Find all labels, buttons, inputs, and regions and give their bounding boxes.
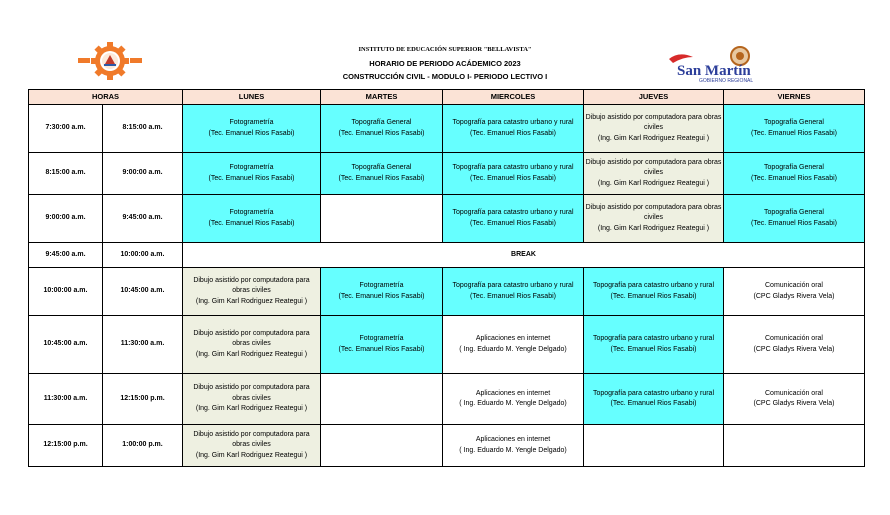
class-cell-content	[184, 208, 319, 229]
class-cell-martes	[321, 425, 443, 467]
class-cell-content	[444, 334, 582, 355]
course-name: Dibujo asistido por computadora para obras civiles	[585, 158, 722, 177]
instructor-name: (Ing. Gim Karl Rodriguez Reategui )	[597, 179, 710, 187]
instructor-name: (Tec. Emanuel Rios Fasabi)	[470, 174, 556, 182]
class-cell-content	[184, 118, 319, 139]
instructor-name: ( Ing. Eduardo M. Yengle Delgado)	[459, 345, 567, 353]
class-cell-viernes	[724, 195, 865, 243]
course-name: Dibujo asistido por computadora para obras civiles	[193, 384, 310, 402]
course-name: Topografía General	[351, 164, 412, 171]
course-name: Topografía General	[351, 119, 412, 126]
class-cell-viernes	[724, 425, 865, 467]
class-cell-martes	[321, 105, 443, 153]
class-cell-content	[444, 435, 582, 456]
class-cell-content	[184, 276, 319, 308]
break-cell: BREAK	[183, 243, 865, 268]
class-cell-jueves	[584, 316, 724, 374]
instructor-name: (Tec. Emanuel Rios Fasabi)	[751, 129, 837, 137]
class-cell-lunes	[183, 374, 321, 425]
class-cell-lunes	[183, 195, 321, 243]
end-time: 10:45:00 a.m.	[103, 268, 183, 316]
end-time: 1:00:00 p.m.	[103, 425, 183, 467]
course-name: Fotogrametría	[229, 119, 274, 126]
instructor-name: (Ing. Gim Karl Rodriguez Reategui )	[597, 134, 710, 142]
class-cell-content	[184, 163, 319, 184]
class-cell-content	[444, 118, 582, 139]
schedule-row	[29, 105, 865, 153]
page-title: HORARIO DE PERIODO ACÁDEMICO 2023	[369, 59, 521, 68]
instructor-name: (CPC Gladys Rivera Vela)	[753, 292, 835, 300]
class-cell-jueves	[584, 153, 724, 195]
institute-name: INSTITUTO DE EDUCACIÓN SUPERIOR "BELLAVISTA"	[358, 46, 532, 53]
course-name: Topografía para catastro urbano y rural	[452, 282, 574, 289]
schedule-row	[29, 425, 865, 467]
course-name: Aplicaciones en internet	[475, 436, 551, 443]
course-name: Topografía para catastro urbano y rural	[592, 335, 714, 342]
instructor-name: (Ing. Gim Karl Rodriguez Reategui )	[195, 350, 308, 358]
class-cell-lunes	[183, 425, 321, 467]
instructor-name: (CPC Gladys Rivera Vela)	[753, 400, 835, 407]
class-cell-martes	[321, 195, 443, 243]
instructor-name: (Tec. Emanuel Rios Fasabi)	[610, 400, 697, 407]
end-time: 12:15:00 p.m.	[103, 374, 183, 425]
end-time: 11:30:00 a.m.	[103, 316, 183, 374]
instructor-name: (Tec. Emanuel Rios Fasabi)	[338, 174, 425, 182]
schedule-body	[29, 105, 865, 467]
instructor-name: (Tec. Emanuel Rios Fasabi)	[470, 129, 556, 137]
instructor-name: (Tec. Emanuel Rios Fasabi)	[208, 129, 295, 137]
class-cell-content	[184, 430, 319, 462]
header-row	[29, 90, 865, 105]
instructor-name: (Tec. Emanuel Rios Fasabi)	[208, 219, 295, 227]
class-cell-content	[725, 118, 863, 139]
class-cell-content	[725, 334, 863, 355]
document-header	[0, 0, 890, 88]
class-cell-miercoles	[443, 374, 584, 425]
class-cell-content	[444, 208, 582, 229]
class-cell-content	[585, 389, 722, 410]
col-header-lunes: LUNES	[183, 90, 321, 105]
course-name: Fotogrametría	[229, 209, 274, 216]
break-row	[29, 243, 865, 268]
start-time: 12:15:00 p.m.	[29, 425, 103, 467]
course-name: Topografía para catastro urbano y rural	[592, 282, 714, 289]
class-cell-content	[585, 158, 722, 190]
instructor-name: (Tec. Emanuel Rios Fasabi)	[338, 345, 425, 353]
col-header-miercoles: MIERCOLES	[443, 90, 584, 105]
col-header-viernes: VIERNES	[724, 90, 865, 105]
class-cell-miercoles	[443, 268, 584, 316]
start-time: 9:00:00 a.m.	[29, 195, 103, 243]
course-name: Topografía para catastro urbano y rural	[452, 119, 574, 126]
instructor-name: (Ing. Gim Karl Rodriguez Reategui )	[195, 451, 308, 459]
col-header-horas: HORAS	[29, 90, 183, 105]
class-cell-miercoles	[443, 153, 584, 195]
class-cell-viernes	[724, 153, 865, 195]
schedule-row	[29, 374, 865, 425]
class-cell-viernes	[724, 105, 865, 153]
course-name: Topografía General	[764, 119, 824, 126]
class-cell-lunes	[183, 105, 321, 153]
col-header-jueves: JUEVES	[584, 90, 724, 105]
schedule-row	[29, 316, 865, 374]
instructor-name: (Tec. Emanuel Rios Fasabi)	[610, 345, 697, 353]
instructor-name: (Ing. Gim Karl Rodriguez Reategui )	[195, 297, 308, 305]
instructor-name: (Tec. Emanuel Rios Fasabi)	[338, 129, 425, 137]
schedule-row	[29, 153, 865, 195]
class-cell-jueves	[584, 268, 724, 316]
instructor-name: (Ing. Gim Karl Rodriguez Reategui )	[195, 405, 308, 413]
instructor-name: (Tec. Emanuel Rios Fasabi)	[470, 219, 556, 227]
start-time: 10:45:00 a.m.	[29, 316, 103, 374]
class-cell-content	[585, 203, 722, 235]
class-cell-content	[725, 163, 863, 184]
class-cell-content	[725, 389, 863, 410]
course-name: Comunicación oral	[765, 335, 823, 342]
start-time: 7:30:00 a.m.	[29, 105, 103, 153]
course-name: Dibujo asistido por computadora para obras civiles	[193, 329, 310, 348]
class-cell-content	[184, 329, 319, 361]
class-cell-content	[322, 281, 441, 302]
course-name: Topografía General	[764, 164, 824, 171]
class-cell-viernes	[724, 268, 865, 316]
class-cell-lunes	[183, 316, 321, 374]
end-time: 8:15:00 a.m.	[103, 105, 183, 153]
schedule-row	[29, 268, 865, 316]
class-cell-jueves	[584, 195, 724, 243]
class-cell-content	[444, 163, 582, 184]
course-name: Aplicaciones en internet	[475, 335, 551, 342]
class-cell-content	[585, 334, 722, 355]
title-block	[300, 44, 590, 82]
class-cell-content	[725, 208, 863, 229]
instructor-name: ( Ing. Eduardo M. Yengle Delgado)	[459, 400, 567, 407]
class-cell-content	[585, 281, 722, 302]
class-cell-martes	[321, 153, 443, 195]
class-cell-content	[725, 281, 863, 302]
course-name: Dibujo asistido por computadora para obras civiles	[585, 113, 722, 132]
start-time: 10:00:00 a.m.	[29, 268, 103, 316]
instructor-name: (Tec. Emanuel Rios Fasabi)	[610, 292, 697, 300]
schedule-table	[28, 89, 865, 467]
class-cell-martes	[321, 316, 443, 374]
course-name: Dibujo asistido por computadora para obras civiles	[193, 276, 310, 295]
course-name: Dibujo asistido por computadora para obras civiles	[585, 203, 722, 222]
class-cell-miercoles	[443, 195, 584, 243]
class-cell-content	[322, 334, 441, 355]
instructor-name: (Tec. Emanuel Rios Fasabi)	[751, 174, 837, 182]
end-time: 9:45:00 a.m.	[103, 195, 183, 243]
course-name: Fotogrametría	[359, 335, 404, 342]
class-cell-content	[585, 113, 722, 145]
class-cell-content	[322, 163, 441, 184]
start-time: 8:15:00 a.m.	[29, 153, 103, 195]
class-cell-viernes	[724, 374, 865, 425]
page-subtitle: CONSTRUCCIÓN CIVIL - MODULO I- PERIODO LECTIVO I	[342, 72, 548, 81]
end-time: 10:00:00 a.m.	[103, 243, 183, 268]
end-time: 9:00:00 a.m.	[103, 153, 183, 195]
instructor-name: (Tec. Emanuel Rios Fasabi)	[470, 292, 556, 300]
course-name: Comunicación oral	[765, 389, 823, 397]
class-cell-viernes	[724, 316, 865, 374]
class-cell-lunes	[183, 268, 321, 316]
course-name: Comunicación oral	[765, 282, 823, 289]
course-name: Fotogrametría	[229, 164, 274, 171]
class-cell-lunes	[183, 153, 321, 195]
instructor-name: (Ing. Gim Karl Rodriguez Reategui )	[597, 224, 710, 232]
class-cell-martes	[321, 374, 443, 425]
col-header-martes: MARTES	[321, 90, 443, 105]
class-cell-jueves	[584, 374, 724, 425]
course-name: Aplicaciones en internet	[475, 389, 551, 397]
course-name: Topografía General	[764, 209, 824, 216]
instructor-name: (Tec. Emanuel Rios Fasabi)	[751, 219, 837, 227]
instructor-name: ( Ing. Eduardo M. Yengle Delgado)	[459, 446, 567, 454]
class-cell-content	[444, 281, 582, 302]
class-cell-content	[444, 389, 582, 410]
start-time: 11:30:00 a.m.	[29, 374, 103, 425]
class-cell-content	[322, 118, 441, 139]
class-cell-miercoles	[443, 425, 584, 467]
course-name: Topografía para catastro urbano y rural	[592, 389, 714, 397]
instructor-name: (Tec. Emanuel Rios Fasabi)	[338, 292, 425, 300]
schedule-row	[29, 195, 865, 243]
san-martin-regional-logo	[665, 45, 815, 83]
course-name: Dibujo asistido por computadora para obras civiles	[193, 430, 310, 449]
class-cell-miercoles	[443, 316, 584, 374]
instructor-name: (CPC Gladys Rivera Vela)	[753, 345, 835, 353]
class-cell-miercoles	[443, 105, 584, 153]
instructor-name: (Tec. Emanuel Rios Fasabi)	[208, 174, 295, 182]
class-cell-content	[184, 383, 319, 415]
class-cell-jueves	[584, 105, 724, 153]
course-name: Topografía para catastro urbano y rural	[452, 164, 574, 171]
logo-subtext: GOBIERNO REGIONAL	[699, 78, 754, 83]
institute-gear-logo	[76, 42, 144, 80]
logo-text: San Martín	[677, 63, 751, 79]
class-cell-jueves	[584, 425, 724, 467]
course-name: Fotogrametría	[359, 282, 404, 289]
start-time: 9:45:00 a.m.	[29, 243, 103, 268]
course-name: Topografía para catastro urbano y rural	[452, 209, 574, 216]
class-cell-martes	[321, 268, 443, 316]
